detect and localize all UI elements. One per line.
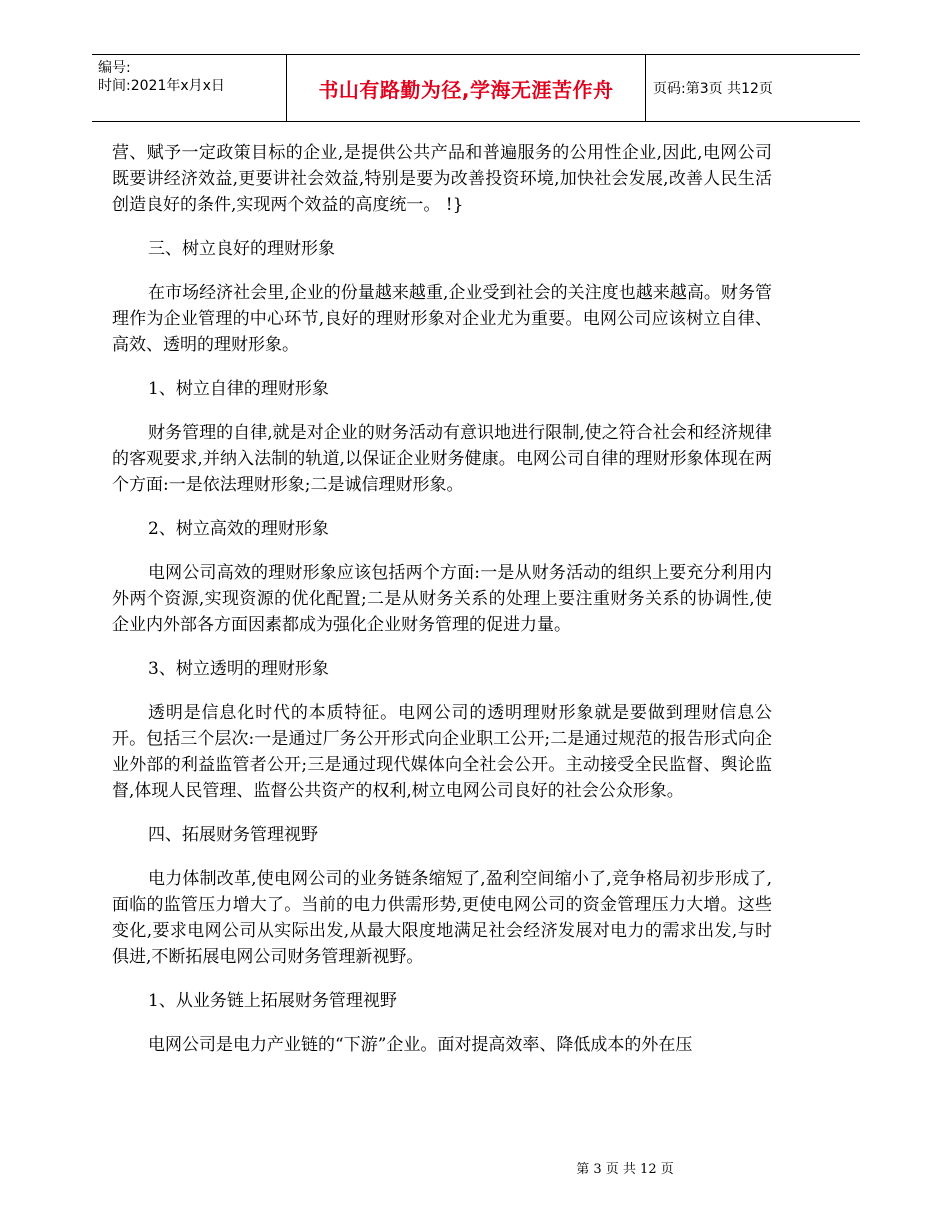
subheading: 1、树立自律的理财形象: [148, 379, 329, 399]
page-footer: [0, 1158, 950, 1177]
section-heading-3: 三、树立良好的理财形象: [148, 239, 335, 259]
subheading: 3、树立透明的理财形象: [148, 659, 329, 679]
paragraph: 电网公司高效的理财形象应该包括两个方面:一是从财务活动的组织上要充分利用内外两个资源,实现资源的优化配置;二是从财务关系的处理上要注重财务关系的协调性,使企业内外部各方面因素都成为强化企业财务管理的促进力量。: [112, 563, 772, 635]
footer-page-number: 第 3 页 共 12 页: [576, 1162, 674, 1177]
page-info: 页码:第3页 共12页: [653, 81, 773, 97]
paragraph-continued: 营、赋予一定政策目标的企业,是提供公共产品和普遍服务的公用性企业,因此,电网公司既要讲经济效益,更要讲社会效益,特别是要为改善投资环境,加快社会发展,改善人民生活创造良好的条件,实现两个效益的高度统一。 !}: [112, 143, 772, 215]
page-header: [92, 54, 860, 122]
paragraph: 透明是信息化时代的本质特征。电网公司的透明理财形象就是要做到理财信息公开。包括三个层次:一是通过厂务公开形式向企业职工公开;二是通过规范的报告形式向企业外部的利益监管者公开;三是通过现代媒体向全社会公开。主动接受全民监督、舆论监督,体现人民管理、监督公共资产的权利,树立电网公司良好的社会公众形象。: [112, 703, 772, 801]
document-body: [112, 140, 772, 1076]
number-label: 编号:: [98, 60, 131, 76]
paragraph: 财务管理的自律,就是对企业的财务活动有意识地进行限制,使之符合社会和经济规律的客观要求,并纳入法制的轨道,以保证企业财务健康。电网公司自律的理财形象体现在两个方面:一是依法理财形象;二是诚信理财形象。: [112, 423, 772, 495]
paragraph: 在市场经济社会里,企业的份量越来越重,企业受到社会的关注度也越来越高。财务管理作为企业管理的中心环节,良好的理财形象对企业尤为重要。电网公司应该树立自律、高效、透明的理财形象。: [112, 283, 772, 355]
time-label: 时间:2021年x月x日: [98, 78, 225, 94]
paragraph: 电力体制改革,使电网公司的业务链条缩短了,盈利空间缩小了,竞争格局初步形成了,面临的监管压力增大了。当前的电力供需形势,更使电网公司的资金管理压力大增。这些变化,要求电网公司从实际出发,从最大限度地满足社会经济发展对电力的需求出发,与时俱进,不断拓展电网公司财务管理新视野。: [112, 869, 772, 967]
header-motto-cell: [286, 55, 646, 121]
motto-text: 书山有路勤为径,学海无涯苦作舟: [318, 77, 614, 102]
header-page-cell: [645, 55, 860, 121]
subheading: 1、从业务链上拓展财务管理视野: [148, 991, 397, 1011]
section-heading-4: 四、拓展财务管理视野: [148, 825, 318, 845]
subheading: 2、树立高效的理财形象: [148, 519, 329, 539]
header-meta: [92, 55, 286, 121]
paragraph-truncated: 电网公司是电力产业链的“下游”企业。面对提高效率、降低成本的外在压: [148, 1035, 693, 1055]
